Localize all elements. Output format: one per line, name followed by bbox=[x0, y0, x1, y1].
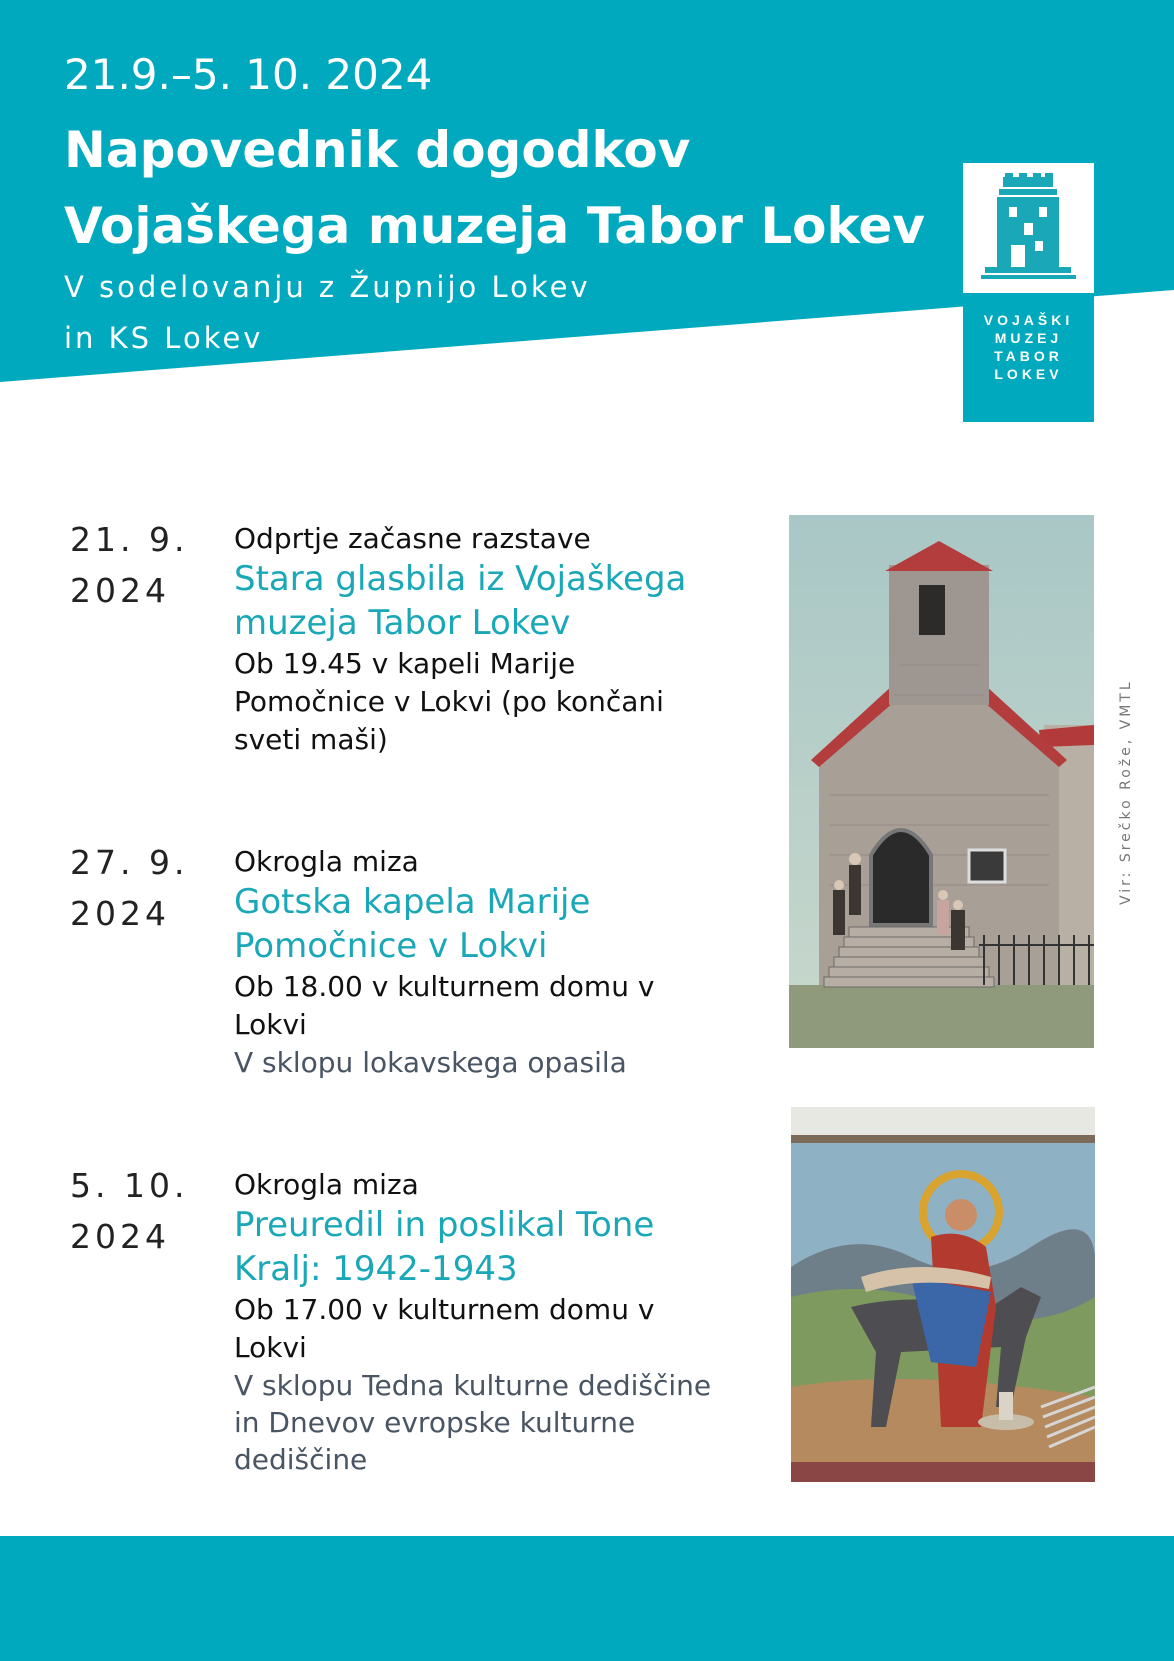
event-title-line-2: muzeja Tabor Lokev bbox=[234, 603, 571, 643]
event-title bbox=[234, 1203, 744, 1291]
event-date bbox=[70, 514, 220, 616]
event-note-line-2: in Dnevov evropske kulturne bbox=[234, 1406, 636, 1439]
chapel-photo bbox=[789, 515, 1094, 1048]
painting-photo bbox=[791, 1107, 1095, 1482]
logo-text bbox=[963, 311, 1094, 383]
subtitle-line-2: in KS Lokev bbox=[64, 321, 264, 355]
event-detail-line-1: Ob 17.00 v kulturnem domu v bbox=[234, 1293, 655, 1326]
event-date bbox=[70, 1160, 220, 1262]
event-detail-line-2: Pomočnice v Lokvi (po končani bbox=[234, 685, 664, 718]
event-title bbox=[234, 557, 744, 645]
event-date-line-2: 2024 bbox=[70, 894, 170, 933]
event-body bbox=[234, 1160, 744, 1478]
date-range: 21.9.–5. 10. 2024 bbox=[64, 50, 433, 99]
event-date-line-2: 2024 bbox=[70, 571, 170, 610]
logo-text-line-2: MUZEJ bbox=[994, 330, 1063, 346]
event-note-line-3: dediščine bbox=[234, 1443, 368, 1476]
event-detail-line-1: Ob 18.00 v kulturnem domu v bbox=[234, 970, 655, 1003]
logo-emblem bbox=[963, 163, 1094, 293]
event-detail-line-3: sveti maši) bbox=[234, 723, 388, 756]
event-date-line-1: 5. 10. bbox=[70, 1166, 189, 1205]
event-detail bbox=[234, 968, 744, 1044]
title-line-1: Napovednik dogodkov bbox=[64, 121, 691, 179]
logo-text-line-1: VOJAŠKI bbox=[983, 312, 1074, 328]
event-detail-line-2: Lokvi bbox=[234, 1331, 307, 1364]
event-type: Okrogla miza bbox=[234, 845, 419, 878]
event-type: Odprtje začasne razstave bbox=[234, 522, 591, 555]
event-detail bbox=[234, 645, 744, 759]
event-title bbox=[234, 880, 744, 968]
photo-credit: Vir: Srečko Rože, VMTL bbox=[1118, 679, 1134, 905]
event-title-line-2: Kralj: 1942-1943 bbox=[234, 1249, 518, 1289]
event-body bbox=[234, 837, 744, 1081]
event-body bbox=[234, 514, 744, 759]
event-detail bbox=[234, 1291, 744, 1367]
tower-icon bbox=[981, 171, 1076, 286]
subtitle bbox=[64, 262, 591, 364]
event-note bbox=[234, 1044, 744, 1081]
logo-text-line-4: LOKEV bbox=[994, 366, 1063, 382]
event-title-line-1: Stara glasbila iz Vojaškega bbox=[234, 559, 687, 599]
event-date-line-2: 2024 bbox=[70, 1217, 170, 1256]
event-note-line-1: V sklopu lokavskega opasila bbox=[234, 1046, 627, 1079]
title-line-2: Vojaškega muzeja Tabor Lokev bbox=[64, 197, 925, 255]
event-type: Okrogla miza bbox=[234, 1168, 419, 1201]
event-date bbox=[70, 837, 220, 939]
page-title bbox=[64, 112, 925, 264]
event-title-line-1: Gotska kapela Marije bbox=[234, 882, 591, 922]
event-title-line-1: Preuredil in poslikal Tone bbox=[234, 1205, 655, 1245]
event-date-line-1: 27. 9. bbox=[70, 843, 189, 882]
footer-bar bbox=[0, 1536, 1174, 1661]
event-date-line-1: 21. 9. bbox=[70, 520, 189, 559]
event-detail-line-1: Ob 19.45 v kapeli Marije bbox=[234, 647, 576, 680]
event-title-line-2: Pomočnice v Lokvi bbox=[234, 926, 548, 966]
event-note bbox=[234, 1367, 744, 1478]
event-detail-line-2: Lokvi bbox=[234, 1008, 307, 1041]
event-note-line-1: V sklopu Tedna kulturne dediščine bbox=[234, 1369, 712, 1402]
logo-text-line-3: TABOR bbox=[994, 348, 1063, 364]
subtitle-line-1: V sodelovanju z Župnijo Lokev bbox=[64, 270, 591, 304]
museum-logo bbox=[963, 163, 1094, 422]
